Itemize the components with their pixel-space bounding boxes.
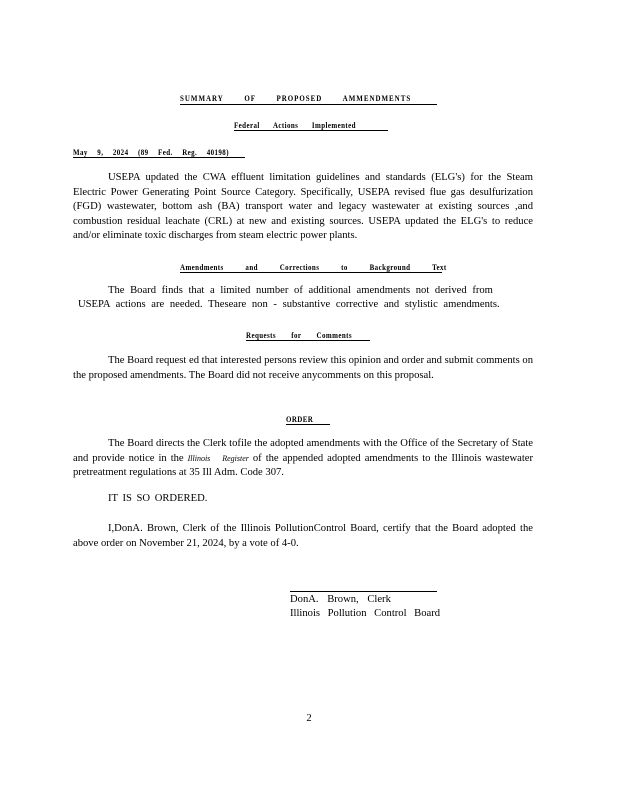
clerk-certification-paragraph: I,DonA. Brown, Clerk of the Illinois PollutionControl Board, certify that the Board adopted the above order on November 21, 2024, by a vote of 4-0. [73,523,533,549]
requests-underline [246,340,370,341]
federal-register-citation: May 9, 2024 (89 Fed. Reg. 40198) [73,147,229,157]
so-ordered-line: IT IS SO ORDERED. [108,493,208,504]
board-finds-line-1: The Board finds that a limited number of additional amendments not derived from [108,285,493,296]
federal-actions-heading: Federal Actions Implemented [234,120,356,130]
order-heading: ORDER [286,414,314,424]
amendments-underline [180,272,442,273]
usepa-update-paragraph: USEPA updated the CWA effluent limitation guidelines and standards (ELG's) for the Steam Electric Power Generating Point Source Category. Specifically, USEPA revised flue gas desulfurization (FGD) wastewater, bottom ash (BA) transport water and legacy wastewater at existing sources ,and combustion residual leachate (CRL) at new and existing sources. USEPA updated the ELG's to reduce and/or eliminate toxic discharges from steam electric power plants. [73,172,533,241]
page-title: SUMMARY OF PROPOSED AMMENDMENTS [180,93,412,103]
comments-paragraph: The Board request ed that interested persons review this opinion and order and submit comments on the proposed amendments. The Board did not receive anycomments on this proposal. [73,355,533,381]
signature-organization: Illinois Pollution Control Board [290,608,441,619]
register-italic: Register [222,453,249,463]
title-underline [180,104,437,105]
federal-underline [234,130,388,131]
board-finds-line-2: USEPA actions are needed. Theseare non - substantive corrective and stylistic amendments. [78,299,500,310]
page-number: 2 [306,713,312,724]
order-paragraph: The Board directs the Clerk tofile the adopted amendments with the Office of the Secretary of State and provide notice in the Illinois Register of the appended adopted amendments to the Illinois wastewater pretreatment regulations at 35 Ill Adm. Code 307. [73,438,533,478]
signature-name: DonA. Brown, Clerk [290,594,391,605]
order-underline [286,424,330,425]
signature-line [290,591,437,592]
requests-heading: Requests for Comments [246,330,352,340]
amendments-heading: Amendments and Corrections to Background Text [180,262,447,272]
citation-underline [73,157,245,158]
illinois-italic: Illinois [187,453,211,463]
